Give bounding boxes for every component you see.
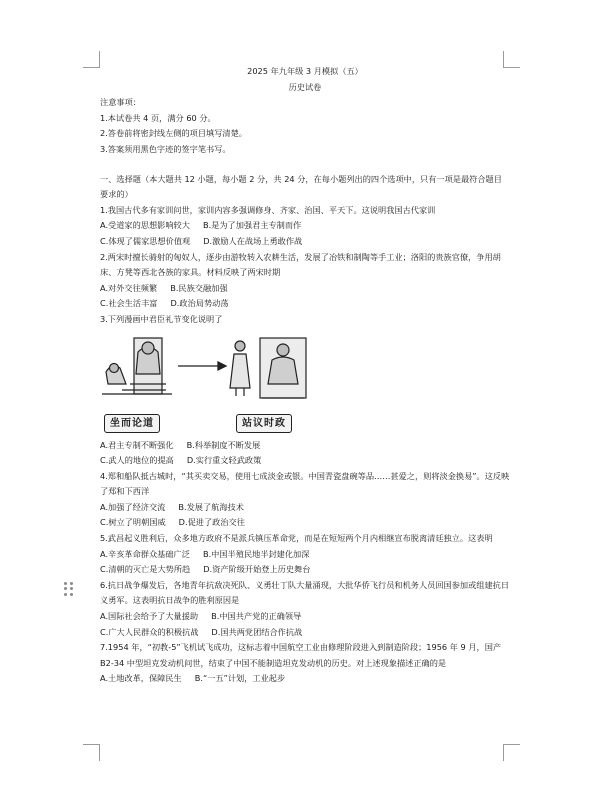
drag-handle-icon[interactable] (64, 582, 74, 596)
option: A.对外交往频繁 (100, 282, 158, 293)
option-row (100, 500, 510, 516)
option: B.中国半殖民地半封建化加深 (202, 548, 310, 559)
option: D.国共两党团结合作抗战 (211, 626, 303, 637)
page-corner-top-left (83, 51, 100, 68)
caption-left: 坐而论道 (104, 414, 160, 434)
notice-heading: 注意事项： (100, 97, 141, 108)
section-heading: 一、选择题（本大题共 12 小题，每小题 2 分，共 24 分，在每小题列出的四个选项中，只有一项是最符合题目要求的） (100, 173, 502, 200)
option-row (100, 515, 510, 531)
option: A.君主专制不断强化 (100, 439, 174, 450)
exam-subject: 历史试卷 (288, 81, 322, 92)
option: B.中国共产党的正确领导 (211, 611, 302, 622)
question-stem: 4.郑和船队抵古城时，“其买卖交易，使用七成淡金或银。中国青瓷盘碗等品……甚爱之，则将淡金换易”。这反映了郑和下西洋 (100, 470, 510, 497)
option: D.政治局势动荡 (170, 298, 229, 309)
notice-item: 2.答卷前将密封线左侧的项目填写清楚。 (100, 128, 247, 139)
option: B.科举制度不断发展 (186, 439, 261, 450)
option-row (100, 234, 510, 250)
page-corner-bottom-right (503, 744, 520, 761)
option: C.体现了儒家思想价值观 (100, 235, 191, 246)
option-row (100, 671, 510, 687)
option: D.促进了政治交往 (178, 517, 245, 528)
cartoon-illustration (100, 332, 310, 410)
option: D.实行重文轻武政策 (186, 455, 262, 466)
option: A.受道家的思想影响较大 (100, 220, 190, 231)
question-stem: 6.抗日战争爆发后，各地青年抗敌决死队、义勇壮丁队大量涌现，大批华侨飞行员和机务人员回国参加或组建抗日义勇军。这表明抗日战争的胜利原因是 (100, 579, 510, 606)
option: A.加强了经济交流 (100, 501, 166, 512)
option: B.是为了加强君主专制而作 (202, 220, 302, 231)
document-page (100, 62, 510, 687)
option: D.激励人在战场上勇敢作战 (203, 235, 303, 246)
option: A.国际社会给予了大量援助 (100, 611, 199, 622)
question-stem: 2.两宋时擅长骑射的匈奴人，逐步由游牧转入农耕生活，发展了冶铁和制陶等手工业；洛阳的贵族官僚，争用胡床、方凳等西北各族的家具。材料反映了两宋时期 (100, 251, 501, 278)
caption-right: 站议时政 (236, 414, 292, 434)
option: C.清朝的灭亡是大势所趋 (100, 564, 191, 575)
option: A.土地改革，保障民生 (100, 673, 182, 684)
question-stem: 3.下列漫画中君臣礼节变化说明了 (100, 313, 223, 324)
option: C.广大人民群众的积极抗战 (100, 626, 199, 637)
option-row (100, 609, 510, 625)
option: B.民族交融加强 (170, 282, 228, 293)
option-row (100, 281, 510, 297)
option-row (100, 296, 510, 312)
exam-title: 2025 年九年级 3 月模拟（五） (247, 66, 363, 76)
option: D.资产阶级开始登上历史舞台 (203, 564, 311, 575)
question-stem: 7.1954 年，“初教-5”飞机试飞成功，这标志着中国航空工业由修理阶段进入到制造阶段；1956 年 9 月，国产 B2-34 中型坦克发动机问世，结束了中国不能制造坦克发动机的历史。对上述现象描述正确的是 (100, 642, 502, 668)
option-row (100, 438, 510, 454)
notice-item: 1.本试卷共 4 页，满分 60 分。 (100, 112, 216, 123)
option-row (100, 625, 510, 641)
option-row (100, 562, 510, 578)
page-corner-bottom-left (83, 744, 100, 761)
question-stem: 5.武昌起义胜利后，众多地方政府不是派兵镇压革命党，而是在短短两个月内相继宣布脱离清廷独立。这表明 (100, 533, 493, 544)
cartoon-figure (100, 332, 510, 434)
question-stem: 1.我国古代多有家训问世，家训内容多强调修身、齐家、治国、平天下。这说明我国古代家训 (100, 204, 436, 215)
notice-item: 3.答案须用黑色字迹的签字笔书写。 (100, 143, 231, 154)
option: C.武人的地位的提高 (100, 455, 174, 466)
option-row (100, 547, 510, 563)
option: C.树立了明朝国威 (100, 517, 166, 528)
option-row (100, 218, 510, 234)
option: A.辛亥革命群众基础广泛 (100, 548, 190, 559)
option-row (100, 453, 510, 469)
option: B.“一五”计划，工业起步 (194, 673, 286, 684)
option: B.发展了航海技术 (178, 501, 244, 512)
option: C.社会生活丰富 (100, 298, 158, 309)
